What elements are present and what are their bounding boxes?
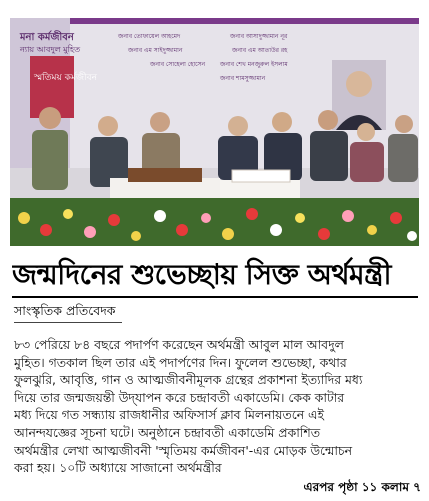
body-line-4: দিয়ে তার জন্মজয়ন্তী উদ্‌যাপন করে চন্দ্রাবতী একাডেমি। কেক কাটার: [14, 389, 345, 405]
banner-line-8: জনাব শেখ মনজুরুল ইসলাম: [220, 61, 288, 68]
news-photo: [10, 18, 419, 246]
banner-line-9: জনাব শামসুজ্জামান: [220, 75, 266, 82]
cake-icon: [128, 168, 202, 182]
continued-on-page: এরপর পৃষ্ঠা ১১ কলাম ৭: [303, 480, 421, 494]
banner-line-4: জনাব আসাদুজ্জামান নূর: [230, 33, 288, 40]
cake-icon-2: [232, 170, 290, 182]
body-line-1: ৮৩ পেরিয়ে ৮৪ বছরে পদার্পণ করেছেন অর্থমন্ত্রী আবুল মাল আবদুল: [14, 337, 344, 352]
article-byline: সাংস্কৃতিক প্রতিবেদক: [14, 303, 116, 318]
banner-line-6: জনাব এম আতাউর রহ: [232, 47, 288, 54]
headline-divider: [12, 296, 418, 298]
banner-book-title: স্মতিময় কর্মজীবন: [34, 73, 97, 83]
flower-bed: [10, 198, 419, 246]
banner-line-5: জনাব এম সাইদুজ্জামান: [128, 47, 183, 54]
body-line-6: আনন্দযজ্ঞের সূচনা ঘটে। অনুষ্ঠানে চন্দ্রাবতী একাডেমি প্রকাশিত: [14, 424, 320, 440]
banner-line-1: মনা কর্মজীবন: [20, 32, 74, 43]
body-line-3: ফুলঝুরি, আবৃত্তি, গান ও আত্মজীবনীমূলক গ্রন্থের প্রকাশনা ইত্যাদির মধ্য: [14, 372, 363, 388]
event-photo-illustration: [10, 18, 419, 246]
body-line-2: মুহিত। গতকাল ছিল তার এই পদার্পণের দিন। ফুলেল শুভেচ্ছা, কথার: [14, 354, 347, 370]
article-body: [14, 336, 418, 477]
body-line-8: করা হয়। ১০টি অধ্যায়ে সাজানো অর্থমন্ত্রীর: [14, 460, 222, 476]
body-line-5: মধ্য দিয়ে গত সন্ধ্যায় রাজধানীর অফিসার্স ক্লাব মিলনায়তনে এই: [14, 407, 324, 423]
article-headline: জন্মদিনের শুভেচ্ছায় সিক্ত অর্থমন্ত্রী: [12, 258, 391, 291]
byline-underline: [14, 322, 122, 323]
banner-line-7: জনাব সোহেলা হোসেন: [150, 61, 206, 68]
banner-line-3: জনাব তোফায়েল আহমেদ: [118, 33, 181, 40]
banner-line-2: ন্যায় আবদুল মুহিত: [20, 45, 81, 54]
body-line-7: অর্থমন্ত্রীর লেখা আত্মজীবনী 'স্মৃতিময় কর্মজীবন'-এর মোড়ক উন্মোচন: [14, 442, 353, 458]
portrait-face-icon: [346, 71, 372, 97]
